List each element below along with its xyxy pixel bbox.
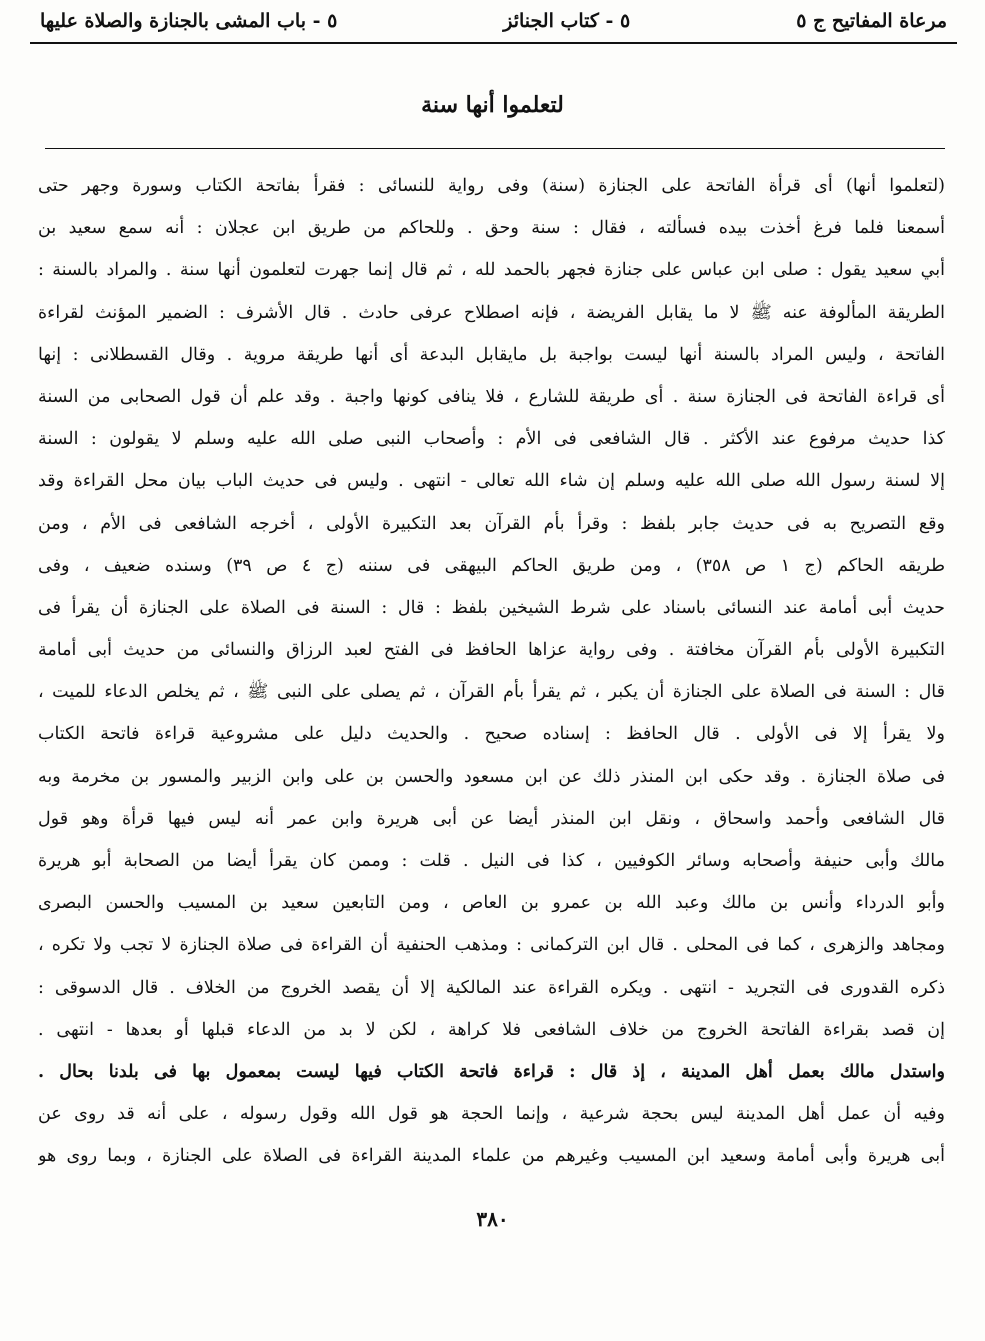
commentary-line: وأبو الدرداء وأنس بن مالك وعبد الله بن عمرو بن العاص ، ومن التابعين سعيد بن المسيب والحسن البصرى: [38, 893, 945, 914]
commentary-line: إن قصد بقراءة الفاتحة الخروج من خلاف الشافعى فلا كراهة ، لكن لا بد من الدعاء قبلها أو بعدها - انتهى .: [38, 1019, 945, 1040]
header-book-volume: مرعاة المفاتيح ج ٥: [796, 10, 947, 32]
commentary-line: مالك وأبى حنيفة وأصحابه وسائر الكوفيين ، كذا فى النيل . قلت : وممن كان يقرأ أيضا من الصحابة أبو هريرة: [38, 851, 945, 871]
commentary-line: ومجاهد والزهرى ، كما فى المحلى . قال ابن التركمانى : ومذهب الحنفية أن القراءة فى صلاة الجنازة لا تجب ولا تكره ،: [38, 935, 945, 956]
commentary-line: قال الشافعى وأحمد واسحاق ، ونقل ابن المنذر أيضا عن أبى هريرة وابن عمر أنه ليس فيها قرأة وهو قول: [38, 808, 945, 829]
commentary-line: قال : السنة فى الصلاة على الجنازة أن يكبر ، ثم يقرأ بأم القرآن ، ثم يصلى على النبى ﷺ ، ثم يخلص الدعاء للميت ،: [38, 682, 945, 703]
commentary-line: أى قراءة الفاتحة فى الجنازة سنة . أى طريقة للشارع ، فلا ينافى كونها واجبة . وقد علم أن قول الصحابى من السنة: [38, 386, 945, 407]
commentary-body: [38, 165, 945, 1178]
commentary-line: (لتعلموا أنها) أى قرأة الفاتحة على الجنازة (سنة) وفى رواية للنسائى : فقرأ بفاتحة الكتاب وسورة وجهر حتى: [38, 176, 945, 196]
header-book-chapter: ٥ - كتاب الجنائز: [503, 10, 631, 32]
commentary-line: التكبيرة الأولى بأم القرآن مخافتة . وفى رواية عزاها الحافظ فى الفتح لعبد الرزاق والنسائى من حديث أبى أمامة: [38, 640, 945, 661]
page-number: ٣٨٠: [476, 1207, 509, 1231]
commentary-line: حديث أبى أمامة عند النسائى باسناد على شرط الشيخين بلفظ : قال : السنة فى الصلاة على الجنازة أن يقرأ فى: [38, 597, 945, 618]
commentary-line: أبى هريرة وأبى أمامة وسعيد ابن المسيب وغيرهم من علماء المدينة القراءة فى الصلاة على الجنازة ، وبما روى هو: [38, 1146, 945, 1167]
commentary-line: إلا لسنة رسول الله صلى الله عليه وسلم إن شاء الله تعالى - انتهى . وليس فى حديث الباب بيان محل القراءة وقد: [38, 471, 945, 492]
commentary-line: ذكره القدورى فى التجريد - انتهى . ويكره القراءة عند المالكية إلا أن يقصد الخروج من الخلاف . قال الدسوقى :: [38, 977, 945, 998]
verse-text: لتعلموا أنها سنة: [421, 92, 564, 118]
commentary-line: أسمعنا فلما فرغ أخذت بيده فسألته ، فقال : سنة وحق . وللحاكم من طريق ابن عجلان : أنه سمع سعيد بن: [38, 218, 945, 239]
commentary-line: ولا يقرأ إلا فى الأولى . قال الحافظ : إسناده صحيح . والحديث دليل على مشروعية قراءة فاتحة الكتاب: [38, 724, 945, 745]
commentary-line: كذا حديث مرفوع عند الأكثر . قال الشافعى فى الأم : وأصحاب النبى صلى الله عليه وسلم لا يقولون : السنة: [38, 429, 945, 450]
commentary-line: وفيه أن عمل أهل المدينة ليس بحجة شرعية ، وإنما الحجة هو قول الله وقول رسوله ، على أنه قد روى عن: [38, 1104, 945, 1125]
header-section: ٥ - باب المشى بالجنازة والصلاة عليها: [40, 10, 338, 32]
verse-divider: [45, 148, 945, 149]
header-divider: [30, 42, 957, 44]
commentary-line: وقع التصريح به فى حديث جابر بلفظ : وقرأ بأم القرآن بعد التكبيرة الأولى ، أخرجه الشافعى فى الأم ، ومن: [38, 513, 945, 534]
commentary-line: الطريقة المألوفة عنه ﷺ لا ما يقابل الفريضة ، فإنه اصطلاح عرفى حادث . قال الأشرف : الضمير المؤنث لقراءة: [38, 302, 945, 323]
running-header: [40, 4, 947, 38]
commentary-line: الفاتحة ، وليس المراد بالسنة أنها ليست بواجبة بل مايقابل البدعة أى أنها طريقة مروية . وقال القسطلانى : إنها: [38, 344, 945, 365]
commentary-line: أبي سعيد يقول : صلى ابن عباس على جنازة فجهر بالحمد لله ، ثم قال إنما جهرت لتعلمون أنها سنة . والمراد بالسنة :: [38, 260, 945, 281]
commentary-line: طريقه الحاكم (ج ١ ص ٣٥٨) ، ومن طريق الحاكم البيهقى فى سننه (ج ٤ ص ٣٩) وسنده ضعيف ، وفى: [38, 555, 945, 576]
commentary-line: فى صلاة الجنازة . وقد حكى ابن المنذر ذلك عن ابن مسعود والحسن بن على وابن الزبير والمسور بن مخرمة وبه: [38, 766, 945, 787]
commentary-line: واستدل مالك بعمل أهل المدينة ، إذ قال : قراءة فاتحة الكتاب فيها ليست بمعمول بها فى بلدنا بحال .: [38, 1061, 945, 1082]
